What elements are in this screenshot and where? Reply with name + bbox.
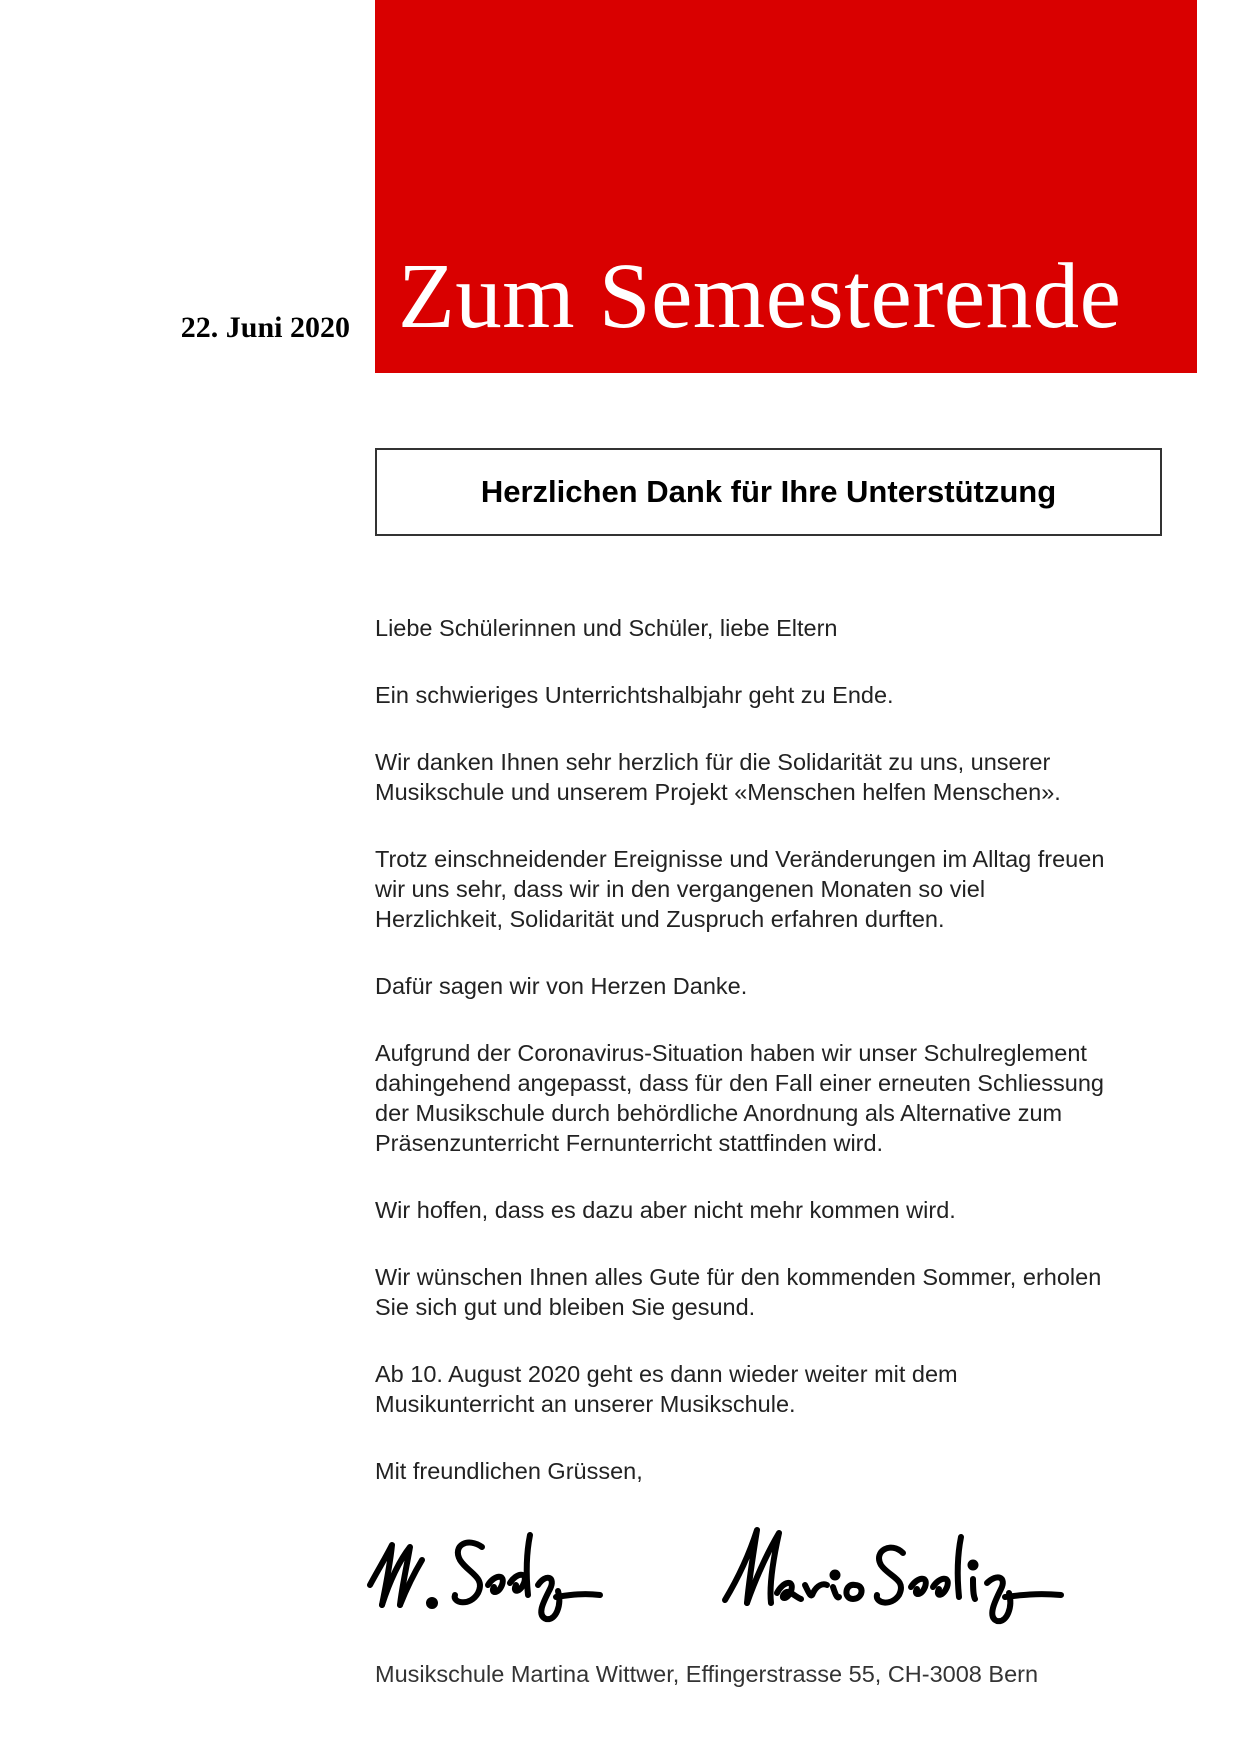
paragraph-5: Aufgrund der Coronavirus-Situation haben wir unser Schulreglement dahingehend angepasst, dass für den Fall einer erneuten Schliessung der Musikschule durch behördliche Anordnung als Alternative zum Präsenzunterricht Fernunterricht stattfinden wird. xyxy=(375,1040,1105,1156)
paragraph-2: Wir danken Ihnen sehr herzlich für die Solidarität zu uns, unserer Musikschule und unserem Projekt «Menschen helfen Menschen». xyxy=(375,749,1061,805)
subject-box xyxy=(375,448,1162,536)
signature-1-image xyxy=(360,1515,620,1625)
subject-heading: Herzlichen Dank für Ihre Unterstützung xyxy=(480,474,1057,509)
paragraph-8: Ab 10. August 2020 geht es dann wieder weiter mit dem Musikunterricht an unserer Musikschule. xyxy=(375,1361,958,1417)
page-title: Zum Semesterende xyxy=(398,245,1122,348)
letter-body xyxy=(375,613,1175,1523)
signature-2-image xyxy=(715,1515,1085,1625)
paragraph-4: Dafür sagen wir von Herzen Danke. xyxy=(375,973,748,999)
closing: Mit freundlichen Grüssen, xyxy=(375,1458,643,1484)
salutation: Liebe Schülerinnen und Schüler, liebe Eltern xyxy=(375,615,838,641)
signatures xyxy=(360,1515,1100,1625)
letter-date: 22. Juni 2020 xyxy=(180,311,350,344)
paragraph-6: Wir hoffen, dass es dazu aber nicht mehr kommen wird. xyxy=(375,1197,956,1223)
footer-address: Musikschule Martina Wittwer, Effingerstrasse 55, CH-3008 Bern xyxy=(375,1661,1039,1687)
paragraph-1: Ein schwieriges Unterrichtshalbjahr geht zu Ende. xyxy=(375,682,894,708)
paragraph-7: Wir wünschen Ihnen alles Gute für den kommenden Sommer, erholen Sie sich gut und bleiben Sie gesund. xyxy=(375,1264,1102,1320)
paragraph-3: Trotz einschneidender Ereignisse und Veränderungen im Alltag freuen wir uns sehr, dass wir in den vergangenen Monaten so viel Herzlichkeit, Solidarität und Zuspruch erfahren durften. xyxy=(375,846,1105,932)
